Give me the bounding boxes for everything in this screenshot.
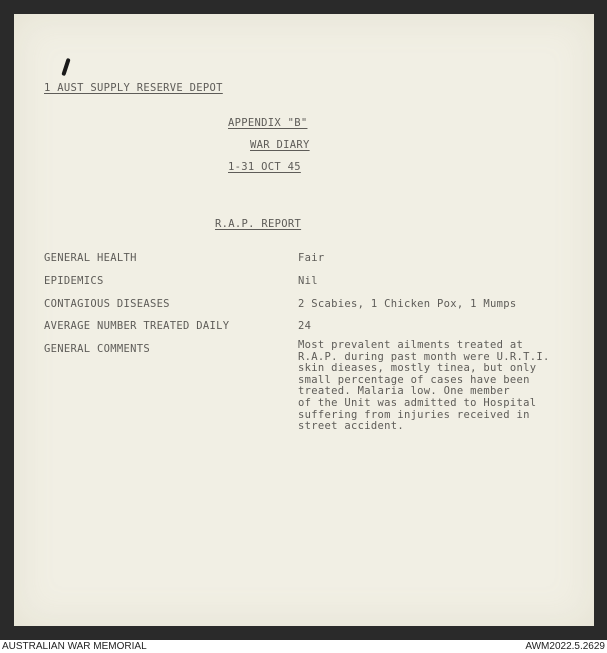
- ink-mark: [61, 58, 70, 76]
- caption-bar: [0, 640, 607, 653]
- report-title: R.A.P. REPORT: [215, 218, 302, 230]
- comment-line: skin dieases, mostly tinea, but only: [298, 362, 537, 375]
- appendix-heading: APPENDIX "B": [228, 117, 308, 129]
- accession-number: AWM2022.5.2629: [525, 641, 605, 652]
- war-diary-heading: WAR DIARY: [250, 139, 310, 151]
- row-value: Fair: [298, 252, 325, 264]
- row-label: GENERAL COMMENTS: [44, 343, 150, 355]
- comment-line: treated. Malaria low. One member: [298, 385, 510, 398]
- row-label: GENERAL HEALTH: [44, 252, 137, 264]
- comment-line: suffering from injuries received in: [298, 408, 530, 421]
- comment-line: of the Unit was admitted to Hospital: [298, 396, 537, 409]
- row-label: EPIDEMICS: [44, 275, 104, 287]
- comment-line: Most prevalent ailments treated at: [298, 339, 524, 351]
- row-label: AVERAGE NUMBER TREATED DAILY: [44, 320, 230, 332]
- document-page: [14, 14, 594, 626]
- row-value: Nil: [298, 275, 318, 287]
- institution-label: AUSTRALIAN WAR MEMORIAL: [2, 641, 147, 652]
- general-comments-text: [298, 340, 568, 433]
- comment-line: street accident.: [298, 420, 404, 433]
- unit-heading: 1 AUST SUPPLY RESERVE DEPOT: [44, 82, 223, 94]
- comment-line: R.A.P. during past month were U.R.T.I.: [298, 350, 550, 363]
- comment-line: small percentage of cases have been: [298, 373, 530, 386]
- row-label: CONTAGIOUS DISEASES: [44, 298, 170, 310]
- row-value: 24: [298, 320, 312, 332]
- period-heading: 1-31 OCT 45: [228, 161, 301, 173]
- row-value: 2 Scabies, 1 Chicken Pox, 1 Mumps: [298, 298, 517, 310]
